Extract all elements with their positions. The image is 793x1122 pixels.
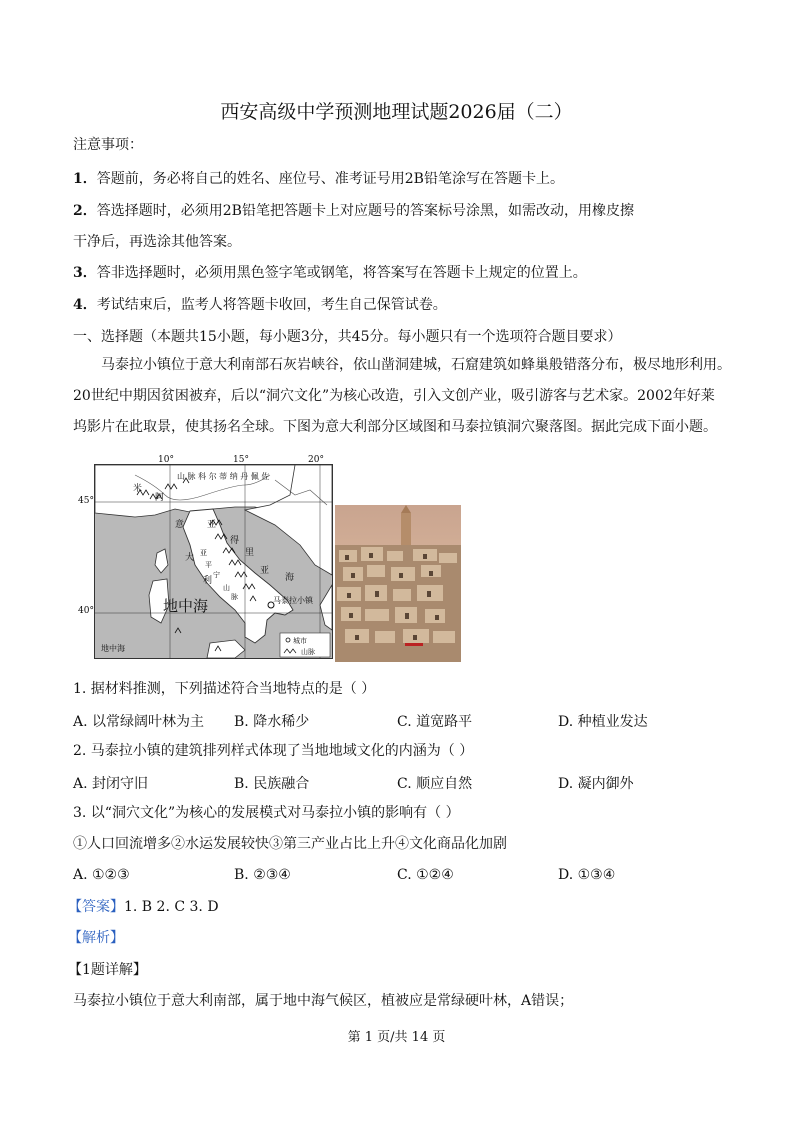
alps-label-a: 阿: [155, 493, 165, 503]
matera-cave-settlement-photo: [335, 505, 461, 662]
q3-option-d: D. ①③④: [558, 867, 616, 883]
lon-label-15: 15°: [233, 455, 249, 465]
q2-option-d: D. 凝内御外: [558, 776, 634, 792]
legend-city: 城市: [293, 637, 307, 645]
q2-option-a: A. 封闭守旧: [73, 776, 149, 792]
adriatic-label-3: 里: [245, 548, 255, 558]
notice-item-text: 答非选择题时，必须用黑色签字笔或钢笔，将答案写在答题卡上规定的位置上。: [96, 265, 587, 281]
matera-label: 马泰拉小镇: [273, 596, 313, 605]
notice-item-text: 考试结束后，监考人将答题卡收回，考生自己保管试卷。: [96, 297, 447, 313]
apennine-label-3: 宁: [213, 571, 220, 579]
answer-tag: 【答案】: [68, 899, 124, 915]
passage-line-1: 马泰拉小镇位于意大利南部石灰岩峡谷，依山凿洞建城，石窟建筑如蜂巢般错落分布，极尽地形利用。: [101, 357, 731, 373]
q2-option-c: C. 顺应自然: [397, 776, 473, 792]
notice-item-text: 答题前，务必将自己的姓名、座位号、准考证号用2B铅笔涂写在答题卡上。: [96, 171, 564, 187]
question-2-stem: 2. 马泰拉小镇的建筑排列样式体现了当地地域文化的内涵为（ ）: [73, 743, 474, 759]
q1-option-a: A. 以常绿阔叶林为主: [73, 714, 205, 730]
section-heading: 一、选择题（本题共15小题，每小题3分，共45分。每小题只有一个选项符合题目要求）: [73, 329, 622, 345]
detail-text: 马泰拉小镇位于意大利南部，属于地中海气候区，植被应是常绿硬叶林，A错误；: [73, 993, 574, 1009]
question-3-stem: 3. 以“洞穴文化”为核心的发展模式对马泰拉小镇的影响有（ ）: [73, 805, 460, 821]
apennine-label-2: 平: [205, 561, 212, 569]
answer-text: 1. B 2. C 3. D: [124, 899, 219, 915]
notice-item-2: 2．答选择题时，必须用2B铅笔把答题卡上对应题号的答案标号涂黑，如需改动，用橡皮擦: [73, 203, 634, 219]
adriatic-label-4: 亚: [260, 566, 270, 576]
apennine-label-5: 脉: [231, 593, 238, 601]
italy-label-2: 大: [185, 553, 195, 563]
page-footer: 第 1 页/共 14 页: [347, 1030, 446, 1045]
notice-item-3: 3．答非选择题时，必须用黑色签字笔或钢笔，将答案写在答题卡上规定的位置上。: [73, 265, 587, 281]
answer-line: [68, 898, 219, 916]
notice-item-num: 3: [73, 265, 83, 281]
notice-item-num: 2: [73, 203, 83, 219]
detail-tag: 【1题详解】: [68, 962, 147, 978]
q2-option-b: B. 民族融合: [234, 776, 310, 792]
notice-item-4: 4．考试结束后，监考人将答题卡收回，考生自己保管试卷。: [73, 297, 447, 313]
notice-item-num: 4: [73, 297, 83, 313]
q1-option-d: D. 种植业发达: [558, 714, 648, 730]
apennine-label-1: 亚: [200, 549, 207, 557]
notice-item-1: 1．答题前，务必将自己的姓名、座位号、准考证号用2B铅笔涂写在答题卡上。: [73, 171, 564, 187]
legend-mountain: 山脉: [301, 648, 315, 656]
analysis-tag: 【解析】: [68, 930, 124, 946]
q1-option-c: C. 道宽路平: [397, 714, 473, 730]
apennine-label-4: 山: [223, 584, 230, 592]
italy-label-3: 利: [203, 576, 213, 586]
lat-label-45: 45°: [78, 496, 94, 506]
lat-label-40: 40°: [78, 606, 94, 616]
q3-option-c: C. ①②④: [397, 867, 454, 883]
q3-option-a: A. ①②③: [73, 867, 130, 883]
passage-line-2: 20世纪中期因贫困被弃，后以“洞穴文化”为核心改造，引入文创产业，吸引游客与艺术家。2002年好莱: [73, 388, 715, 404]
lon-label-10: 10°: [158, 455, 174, 465]
mediterranean-label-big: 地中海: [163, 597, 209, 615]
dinaric-label: 山 脉 科 尔 蒂 纳 丹 佩 佐: [177, 472, 270, 481]
page-title: 西安高级中学预测地理试题2026届（二）: [220, 101, 573, 123]
notice-item-2-cont: 干净后，再选涂其他答案。: [73, 234, 241, 250]
adriatic-label-2: 得: [230, 536, 240, 546]
q3-option-b: B. ②③④: [234, 867, 291, 883]
italy-label-1: 意: [175, 520, 185, 530]
lon-label-20: 20°: [308, 455, 324, 465]
notice-item-num: 1: [73, 171, 83, 187]
mediterranean-label-small: 地中海: [101, 644, 125, 653]
q1-option-b: B. 降水稀少: [234, 714, 310, 730]
italy-region-map: [94, 464, 333, 659]
question-3-choices: ①人口回流增多②水运发展较快③第三产业占比上升④文化商品化加剧: [73, 836, 507, 852]
alps-label-b: 米: [133, 484, 143, 494]
question-1-stem: 1. 据材料推测，下列描述符合当地特点的是（ ）: [73, 681, 376, 697]
adriatic-label-1: 亚: [207, 520, 217, 530]
adriatic-label-5: 海: [285, 573, 295, 583]
notice-heading: 注意事项：: [73, 137, 143, 153]
passage-line-3: 坞影片在此取景，使其扬名全球。下图为意大利部分区域图和马泰拉镇洞穴聚落图。据此完成下面小题。: [73, 419, 717, 435]
notice-item-text: 答选择题时，必须用2B铅笔把答题卡上对应题号的答案标号涂黑，如需改动，用橡皮擦: [96, 203, 634, 219]
